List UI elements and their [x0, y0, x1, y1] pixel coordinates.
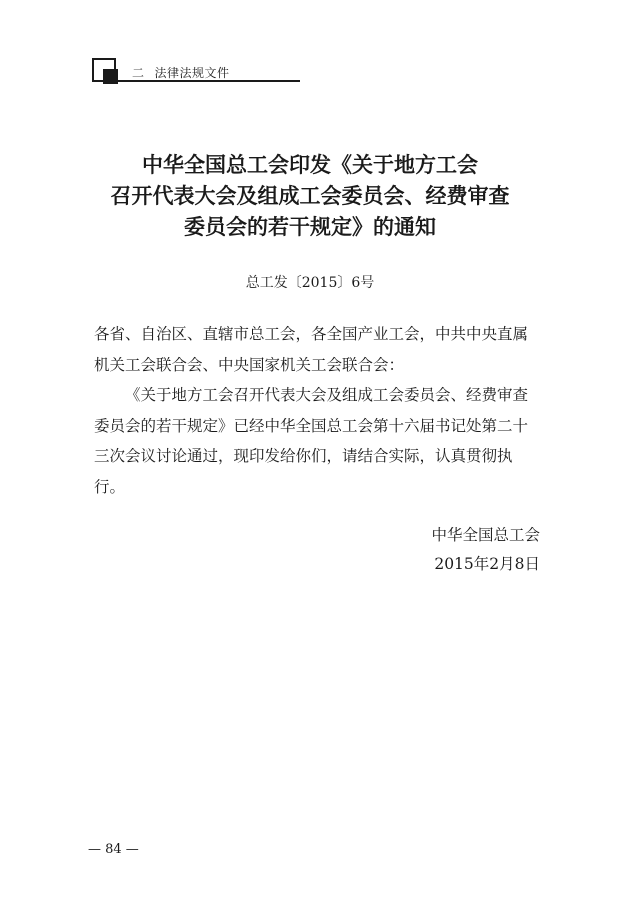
- title-line-2: 召开代表大会及组成工会委员会、经费审查: [110, 184, 510, 208]
- document-title: [60, 150, 560, 243]
- section-marker-icon: [92, 58, 116, 82]
- page-number: — 84 —: [88, 842, 139, 857]
- addressee: 各省、自治区、直辖市总工会，各全国产业工会，中共中央直属机关工会联合会、中央国家机关工会联合会：: [94, 325, 529, 374]
- document-body: [94, 319, 534, 502]
- title-line-3: 委员会的若干规定》的通知: [184, 215, 436, 239]
- signature-organization: 中华全国总工会: [431, 526, 540, 544]
- header-section-title: 法律法规文件: [154, 66, 230, 80]
- signature-block: [380, 521, 540, 579]
- header-section-number: 二: [132, 66, 145, 80]
- running-header: [92, 58, 300, 84]
- signature-date: 2015年2月8日: [434, 555, 540, 573]
- body-paragraph: 《关于地方工会召开代表大会及组成工会委员会、经费审查委员会的若干规定》已经中华全国总工会第十六届书记处第二十三次会议讨论通过，现印发给你们，请结合实际，认真贯彻执行。: [94, 386, 529, 496]
- title-line-1: 中华全国总工会印发《关于地方工会: [142, 153, 478, 177]
- header-section-label: [132, 64, 230, 81]
- document-number: 总工发〔2015〕6号: [245, 275, 375, 291]
